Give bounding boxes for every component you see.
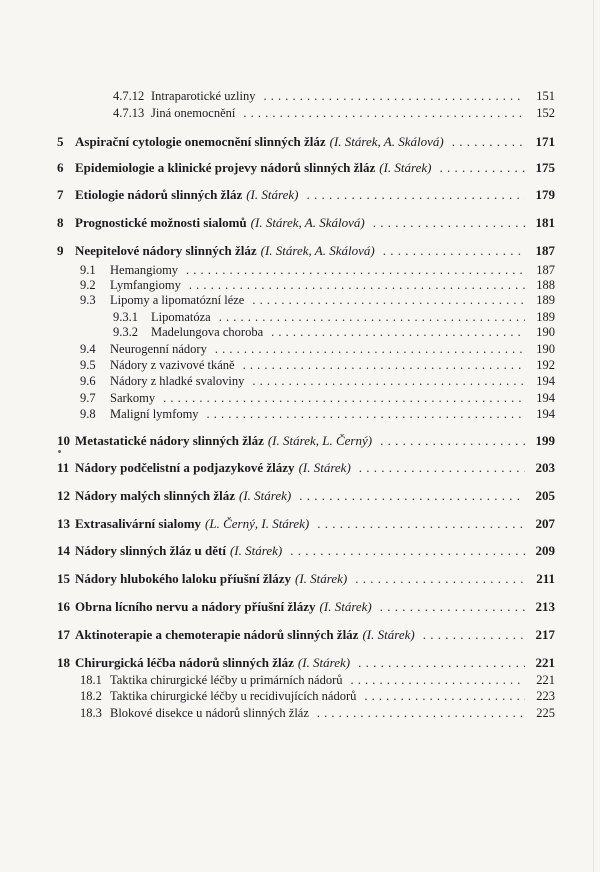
dot-leader [317, 705, 525, 721]
dot-leader [359, 460, 525, 476]
page-number: 189 [536, 310, 555, 324]
entry-number: 9.3.1 [113, 310, 138, 324]
page-number: 194 [536, 407, 555, 421]
entry-number: 9.1 [80, 263, 96, 277]
page-number: 189 [536, 293, 555, 307]
entry-number: 18.3 [80, 706, 102, 720]
entry-title: Maligní lymfomy [110, 407, 199, 421]
entry-authors: (I. Stárek) [246, 187, 299, 202]
entry-authors: (I. Stárek) [295, 571, 348, 586]
dot-leader [263, 88, 525, 104]
page-number: 211 [536, 571, 555, 586]
entry-number: 13 [57, 516, 70, 531]
entry-authors: (I. Stárek, A. Skálová) [260, 243, 375, 258]
entry-number: 15 [57, 571, 70, 586]
dot-leader [252, 292, 525, 308]
dot-leader [373, 215, 525, 231]
toc-chapter-entry [57, 460, 555, 476]
toc-chapter-entry [57, 599, 555, 615]
entry-number: 10 [57, 433, 70, 448]
dot-leader [383, 243, 525, 259]
entry-number: 11 [57, 460, 70, 475]
page-number: 223 [536, 689, 555, 703]
toc-chapter-entry [57, 187, 555, 203]
dot-leader [380, 433, 525, 449]
dot-leader [219, 309, 525, 325]
page-number: 217 [535, 627, 555, 642]
entry-authors: (I. Stárek) [298, 460, 351, 475]
entry-title: Nádory podčelistní a podjazykové žlázy [75, 460, 295, 475]
page-number: 213 [535, 599, 555, 614]
toc-chapter-entry [57, 488, 555, 504]
dot-leader [299, 488, 525, 504]
entry-authors: (I. Stárek) [319, 599, 372, 614]
toc-section-entry [80, 390, 555, 406]
entry-title: Metastatické nádory slinných žláz [75, 433, 264, 448]
page-number: 203 [535, 460, 555, 475]
dot-leader [215, 341, 525, 357]
entry-title: Taktika chirurgické léčby u recidivujících nádorů [110, 689, 357, 703]
toc-section-entry [80, 672, 555, 688]
page-number: 194 [536, 374, 555, 388]
entry-title: Lipomy a lipomatózní léze [110, 293, 245, 307]
page-number: 225 [536, 706, 555, 720]
toc-chapter-entry [57, 215, 555, 231]
entry-authors: (I. Stárek) [362, 627, 415, 642]
entry-authors: (I. Stárek) [229, 543, 283, 558]
page-number: 194 [536, 391, 555, 405]
toc-section-entry [80, 406, 555, 422]
entry-number: 9.5 [80, 358, 96, 372]
entry-authors: (I. Stárek) [238, 488, 292, 503]
page-number: 190 [536, 325, 555, 339]
entry-title: Jiná onemocnění [151, 106, 236, 120]
entry-number: 12 [57, 488, 70, 503]
page-number: 175 [535, 160, 555, 175]
dot-leader [358, 655, 525, 671]
toc-chapter-entry [57, 543, 555, 559]
toc-section-entry [80, 357, 555, 373]
entry-title: Hemangiomy [110, 263, 179, 277]
dot-leader [271, 324, 525, 340]
toc-chapter-entry [57, 571, 555, 587]
page-number: 190 [536, 342, 555, 356]
toc-chapter-entry [57, 134, 555, 150]
page-number: 181 [535, 215, 555, 230]
entry-title: Nádory malých slinných žláz [75, 488, 235, 503]
entry-title: Blokové disekce u nádorů slinných žláz [110, 706, 309, 720]
entry-number: 9.8 [80, 407, 96, 421]
dot-leader [163, 390, 525, 406]
page-edge-shadow [593, 0, 594, 872]
toc-section-entry [80, 341, 555, 357]
page-number: 187 [536, 263, 555, 277]
dot-leader [290, 543, 525, 559]
entry-number: 18.1 [80, 673, 102, 687]
entry-number: 17 [57, 627, 70, 642]
entry-number: 5 [57, 134, 64, 149]
page-number: 207 [535, 516, 555, 531]
page-number: 221 [536, 673, 555, 687]
page-number: 199 [535, 433, 555, 448]
page-number: 188 [536, 278, 555, 292]
entry-title: Chirurgická léčba nádorů slinných žláz [75, 655, 294, 670]
entry-number: 18 [57, 655, 70, 670]
dot-leader [186, 262, 525, 278]
entry-number: 7 [57, 187, 64, 202]
entry-title: Epidemiologie a klinické projevy nádorů slinných žláz [75, 160, 376, 175]
entry-title: Extrasalivární sialomy [75, 516, 202, 531]
entry-title: Taktika chirurgické léčby u primárních nádorů [110, 673, 343, 687]
toc-section-entry [80, 262, 555, 278]
entry-authors: (I. Stárek, A. Skálová) [329, 134, 444, 149]
entry-number: 9.3 [80, 293, 96, 307]
entry-number: 18.2 [80, 689, 102, 703]
toc-chapter-entry [57, 160, 555, 176]
entry-title: Neepitelové nádory slinných žláz [75, 243, 257, 258]
entry-authors: (I. Stárek) [297, 655, 351, 670]
toc-chapter-entry [57, 243, 555, 259]
entry-number: 6 [57, 160, 64, 175]
toc-section-entry [80, 688, 555, 704]
entry-number: 9.3.2 [113, 325, 138, 339]
entry-number: 9.2 [80, 278, 96, 292]
toc-chapter-entry [57, 655, 555, 671]
toc-chapter-entry [57, 433, 555, 449]
entry-number: 16 [57, 599, 70, 614]
page-number: 221 [535, 655, 555, 670]
dot-leader [351, 672, 526, 688]
toc-subsection-entry [113, 309, 555, 325]
toc-section-entry [80, 277, 555, 293]
entry-title: Prognostické možnosti sialomů [75, 215, 247, 230]
toc-section-entry [80, 373, 555, 389]
entry-authors: (I. Stárek, A. Skálová) [250, 215, 365, 230]
entry-title: Aktinoterapie a chemoterapie nádorů slinných žláz [75, 627, 359, 642]
page-number: 171 [535, 134, 555, 149]
dot-leader [252, 373, 525, 389]
page-number: 187 [535, 243, 555, 258]
toc-subsection-entry [113, 324, 555, 340]
print-speck [58, 450, 61, 453]
dot-leader [423, 627, 525, 643]
page-number: 151 [536, 89, 555, 103]
entry-title: Intraparotické uzliny [151, 89, 256, 103]
entry-title: Nádory hlubokého laloku příušní žlázy [75, 571, 291, 586]
entry-authors: (L. Černý, I. Stárek) [205, 516, 310, 531]
dot-leader [452, 134, 525, 150]
dot-leader [355, 571, 525, 587]
entry-number: 4.7.12 [113, 89, 145, 103]
entry-authors: (I. Stárek) [379, 160, 432, 175]
page-number: 179 [535, 187, 555, 202]
entry-title: Nádory z hladké svaloviny [110, 374, 245, 388]
dot-leader [439, 160, 525, 176]
dot-leader [306, 187, 525, 203]
toc-section-entry [80, 292, 555, 308]
dot-leader [380, 599, 525, 615]
entry-title: Obrna lícního nervu a nádory příušní žlázy [75, 599, 316, 614]
entry-title: Sarkomy [110, 391, 156, 405]
page-number: 209 [535, 543, 555, 558]
dot-leader [317, 516, 525, 532]
entry-title: Nádory slinných žláz u dětí [75, 543, 226, 558]
entry-title: Etiologie nádorů slinných žláz [75, 187, 243, 202]
entry-title: Lymfangiomy [110, 278, 181, 292]
page-number: 152 [536, 106, 555, 120]
entry-authors: (I. Stárek, L. Černý) [267, 433, 373, 448]
entry-number: 4.7.13 [113, 106, 145, 120]
entry-number: 9 [57, 243, 64, 258]
toc-chapter-entry [57, 627, 555, 643]
entry-number: 14 [57, 543, 70, 558]
dot-leader [243, 105, 525, 121]
entry-title: Lipomatóza [151, 310, 211, 324]
entry-title: Neurogenní nádory [110, 342, 207, 356]
dot-leader [189, 277, 525, 293]
toc-section-entry [80, 705, 555, 721]
entry-title: Madelungova choroba [151, 325, 264, 339]
dot-leader [207, 406, 525, 422]
dot-leader [243, 357, 525, 373]
toc-subsection-entry [113, 88, 555, 104]
toc-subsection-entry [113, 105, 555, 121]
entry-title: Nádory z vazivové tkáně [110, 358, 235, 372]
toc-chapter-entry [57, 516, 555, 532]
entry-number: 9.6 [80, 374, 96, 388]
entry-number: 9.4 [80, 342, 96, 356]
entry-title: Aspirační cytologie onemocnění slinných žláz [75, 134, 326, 149]
entry-number: 8 [57, 215, 64, 230]
page-number: 205 [535, 488, 555, 503]
page-number: 192 [536, 358, 555, 372]
entry-number: 9.7 [80, 391, 96, 405]
dot-leader [364, 688, 525, 704]
